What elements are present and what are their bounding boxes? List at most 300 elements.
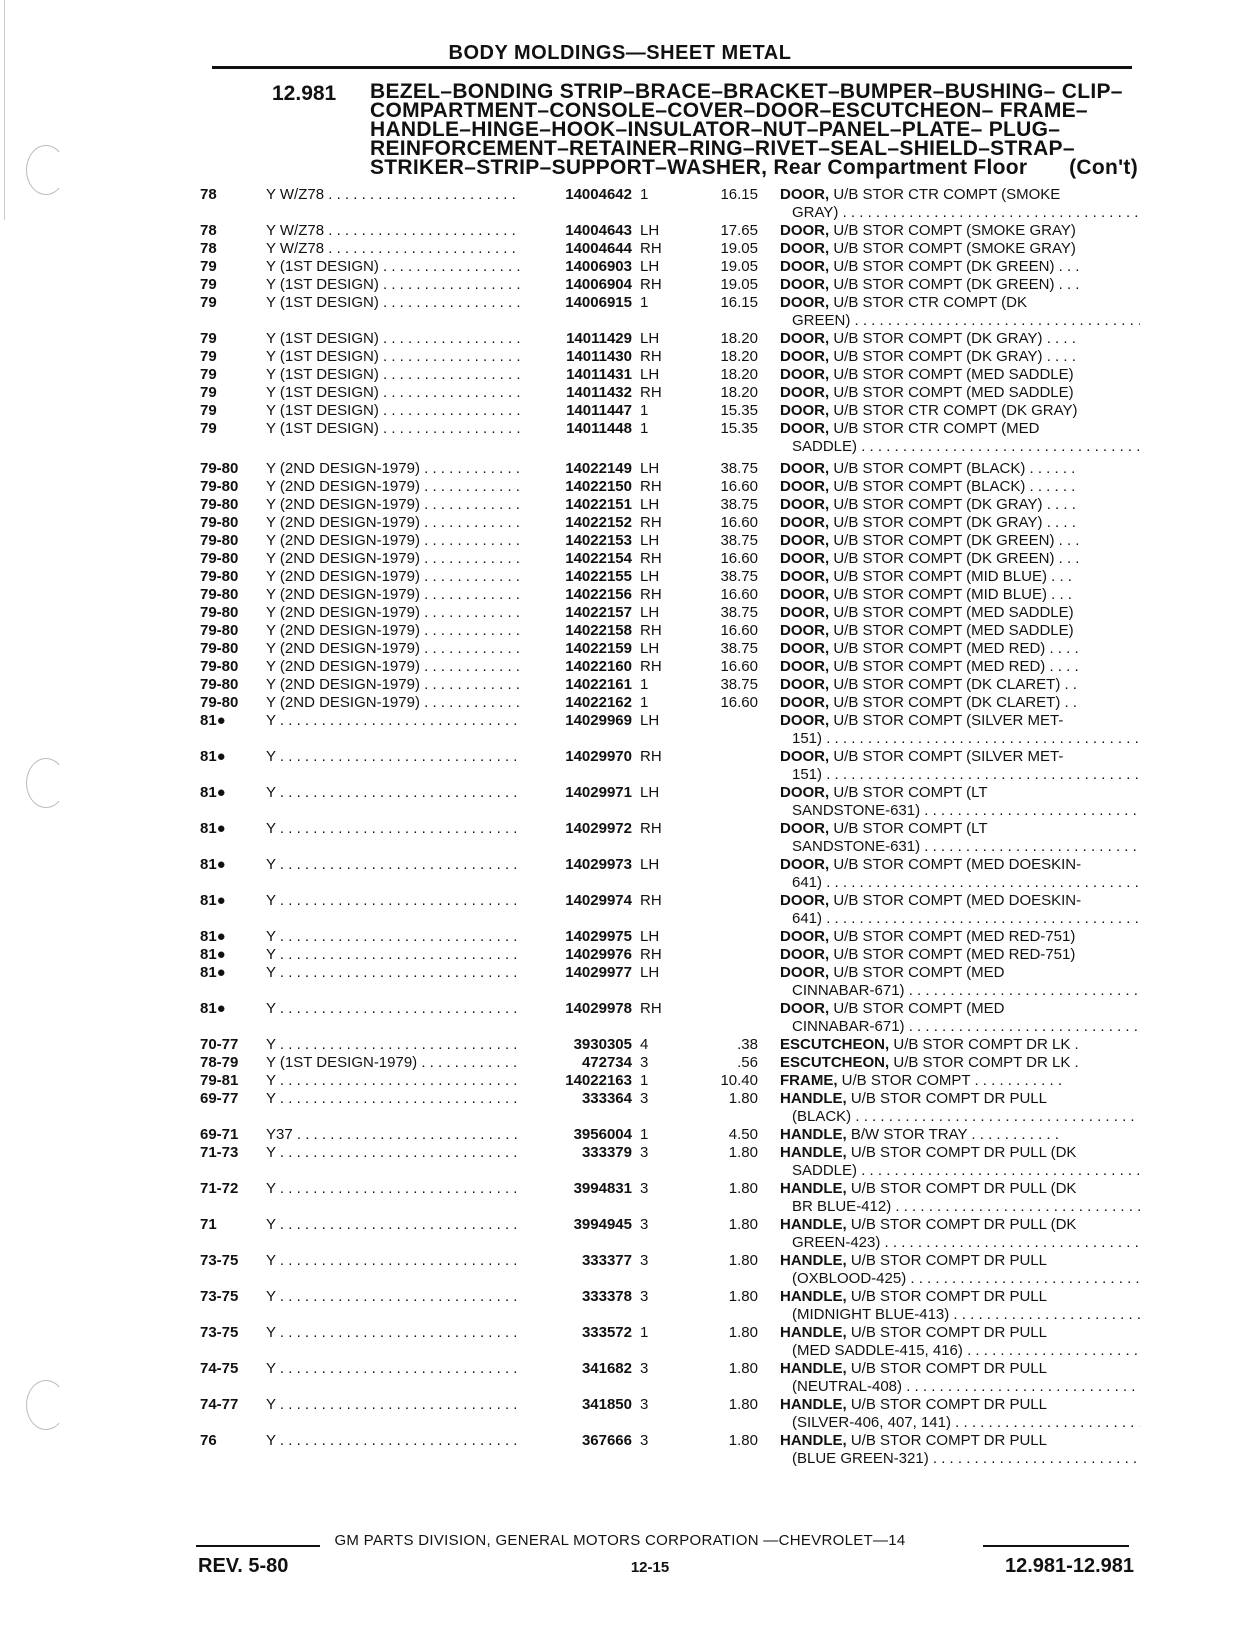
- price: 1.80: [728, 1090, 758, 1107]
- part-row: [0, 330, 1240, 348]
- model-year: 81●: [200, 784, 226, 801]
- quantity: 3: [640, 1180, 649, 1197]
- part-row: [0, 1324, 1240, 1360]
- description-line: [780, 1288, 1140, 1306]
- part-row: [0, 222, 1240, 240]
- series-code: Y W/Z78 . . .: [266, 186, 521, 204]
- series-code: Y (2ND DESIGN-1979) . . .: [266, 550, 521, 568]
- model-year: 79: [200, 348, 217, 365]
- part-description: [780, 1036, 1140, 1054]
- part-keyword: DOOR,: [780, 748, 830, 765]
- group-line: COMPARTMENT–CONSOLE–COVER–DOOR–ESCUTCHEON– FRAME–: [370, 99, 1088, 122]
- part-row: [0, 1432, 1240, 1468]
- quantity: RH: [640, 1000, 662, 1017]
- group-line: REINFORCEMENT–RETAINER–RING–RIVET–SEAL–SHIELD–STRAP–: [370, 137, 1075, 160]
- part-row: [0, 514, 1240, 532]
- part-description: [780, 568, 1140, 586]
- model-year: 78: [200, 240, 217, 257]
- part-description: [780, 676, 1140, 694]
- description-continuation: (MIDNIGHT BLUE-413) . . .: [780, 1306, 1140, 1324]
- title-rule: [212, 66, 1132, 69]
- model-year: 81●: [200, 964, 226, 981]
- part-number: 14022151: [565, 496, 632, 513]
- quantity: RH: [640, 384, 662, 401]
- model-year: 79-80: [200, 568, 239, 585]
- part-description: [780, 420, 1140, 456]
- part-row: [0, 712, 1240, 748]
- group-line-last: [370, 158, 1138, 177]
- description-line: [780, 478, 1140, 496]
- series-code: Y37 . . .: [266, 1126, 521, 1144]
- part-description: [780, 1072, 1140, 1090]
- model-year: 79: [200, 402, 217, 419]
- model-year: 79-80: [200, 694, 239, 711]
- price: 18.20: [720, 366, 758, 383]
- price: 19.05: [720, 240, 758, 257]
- description-line: [780, 1072, 1140, 1090]
- description-line: [780, 1090, 1140, 1108]
- part-number: 14011431: [566, 366, 632, 383]
- description-line: [780, 712, 1140, 730]
- description-text: U/B STOR COMPT (MED RED-751): [829, 928, 1076, 945]
- part-description: [780, 1054, 1140, 1072]
- description-continuation: SANDSTONE-631) . . .: [780, 838, 1140, 856]
- part-description: [780, 186, 1140, 222]
- series-code: Y (1ST DESIGN) . . .: [266, 276, 521, 294]
- part-keyword: DOOR,: [780, 604, 830, 621]
- model-year: 79-80: [200, 532, 239, 549]
- part-description: [780, 658, 1140, 676]
- model-year: 69-71: [200, 1126, 239, 1143]
- description-text: U/B STOR COMPT (MED SADDLE): [829, 384, 1074, 401]
- part-number: 14022150: [565, 478, 632, 495]
- description-continuation: 151) . . .: [780, 730, 1140, 748]
- part-number: 14022149: [565, 460, 632, 477]
- description-line: [780, 1360, 1140, 1378]
- quantity: RH: [640, 514, 662, 531]
- quantity: LH: [640, 222, 660, 239]
- part-row: [0, 532, 1240, 550]
- part-keyword: FRAME,: [780, 1072, 838, 1089]
- model-year: 79: [200, 258, 217, 275]
- description-line: [780, 186, 1140, 204]
- part-number: 341682: [581, 1360, 632, 1377]
- price: 38.75: [720, 676, 758, 693]
- part-number: 14022152: [565, 514, 632, 531]
- series-code: Y . . .: [266, 1090, 521, 1108]
- part-keyword: DOOR,: [780, 348, 830, 365]
- description-continuation: (MED SADDLE-415, 416) . . .: [780, 1342, 1140, 1360]
- quantity: 1: [640, 1126, 649, 1143]
- part-number: 14011430: [566, 348, 632, 365]
- quantity: LH: [640, 784, 660, 801]
- part-description: [780, 222, 1140, 240]
- model-year: 70-77: [200, 1036, 239, 1053]
- part-row: [0, 586, 1240, 604]
- part-row: [0, 622, 1240, 640]
- part-description: [780, 1180, 1140, 1216]
- quantity: 3: [640, 1054, 649, 1071]
- part-keyword: HANDLE,: [780, 1180, 847, 1197]
- series-code: Y . . .: [266, 1216, 521, 1234]
- quantity: 1: [640, 1324, 649, 1341]
- description-text: U/B STOR COMPT (BLACK) . . . . . .: [829, 460, 1076, 477]
- model-year: 78: [200, 186, 217, 203]
- price: 16.60: [720, 478, 758, 495]
- model-year: 79: [200, 276, 217, 293]
- model-year: 79-80: [200, 658, 239, 675]
- price: 1.80: [728, 1180, 758, 1197]
- part-row: [0, 420, 1240, 456]
- description-line: [780, 1432, 1140, 1450]
- series-code: Y . . .: [266, 964, 521, 982]
- series-code: Y (1ST DESIGN-1979) . . .: [266, 1054, 521, 1072]
- model-year: 79-80: [200, 550, 239, 567]
- part-row: [0, 1180, 1240, 1216]
- part-keyword: ESCUTCHEON,: [780, 1036, 890, 1053]
- quantity: LH: [640, 712, 660, 729]
- part-number: 333377: [581, 1252, 632, 1269]
- quantity: RH: [640, 820, 662, 837]
- price: .56: [737, 1054, 758, 1071]
- description-line: [780, 276, 1140, 294]
- description-continuation: BR BLUE-412) . . .: [780, 1198, 1140, 1216]
- part-row: [0, 928, 1240, 946]
- description-line: [780, 856, 1140, 874]
- part-number: 14029970: [565, 748, 632, 765]
- part-number: 14022157: [565, 604, 632, 621]
- part-description: [780, 240, 1140, 258]
- quantity: 4: [640, 1036, 649, 1053]
- part-row: [0, 1288, 1240, 1324]
- part-description: [780, 784, 1140, 820]
- series-code: Y . . .: [266, 784, 521, 802]
- model-year: 79-80: [200, 478, 239, 495]
- price: 19.05: [720, 276, 758, 293]
- part-keyword: DOOR,: [780, 640, 830, 657]
- part-keyword: DOOR,: [780, 928, 830, 945]
- series-code: Y . . .: [266, 1252, 521, 1270]
- description-text: B/W STOR TRAY . . . . . . . . . . .: [846, 1126, 1059, 1143]
- parts-list: [0, 186, 1240, 1468]
- part-keyword: HANDLE,: [780, 1144, 847, 1161]
- description-text: U/B STOR CTR COMPT (DK: [829, 294, 1027, 311]
- price: 38.75: [720, 604, 758, 621]
- description-text: U/B STOR COMPT (MED RED) . . . .: [829, 640, 1079, 657]
- part-number: 472734: [581, 1054, 632, 1071]
- description-line: [780, 1126, 1140, 1144]
- description-text: U/B STOR CTR COMPT (MED: [829, 420, 1040, 437]
- description-text: U/B STOR COMPT (MED DOESKIN-: [829, 856, 1082, 873]
- description-line: [780, 1324, 1140, 1342]
- part-keyword: DOOR,: [780, 784, 830, 801]
- part-number: 3994831: [573, 1180, 632, 1197]
- series-code: Y (2ND DESIGN-1979) . . .: [266, 694, 521, 712]
- quantity: RH: [640, 892, 662, 909]
- series-code: Y (1ST DESIGN) . . .: [266, 420, 521, 438]
- group-line: HANDLE–HINGE–HOOK–INSULATOR–NUT–PANEL–PLATE– PLUG–: [370, 118, 1061, 141]
- description-text: U/B STOR COMPT (MED: [829, 964, 1005, 981]
- quantity: LH: [640, 568, 660, 585]
- model-year: 69-77: [200, 1090, 239, 1107]
- quantity: 1: [640, 676, 649, 693]
- quantity: RH: [640, 586, 662, 603]
- description-text: U/B STOR COMPT (LT: [829, 820, 988, 837]
- model-year: 71-72: [200, 1180, 239, 1197]
- part-number: 14011447: [566, 402, 632, 419]
- price: 16.60: [720, 514, 758, 531]
- part-row: [0, 1360, 1240, 1396]
- description-text: U/B STOR COMPT (SILVER MET-: [829, 748, 1064, 765]
- price: 16.60: [720, 550, 758, 567]
- description-text: U/B STOR COMPT DR PULL: [846, 1360, 1047, 1377]
- description-text: U/B STOR CTR COMPT (SMOKE: [829, 186, 1061, 203]
- description-text: U/B STOR COMPT DR PULL (DK: [846, 1144, 1077, 1161]
- description-line: [780, 892, 1140, 910]
- quantity: 1: [640, 694, 649, 711]
- series-code: Y W/Z78 . . .: [266, 222, 521, 240]
- part-number: 14022155: [565, 568, 632, 585]
- part-description: [780, 1360, 1140, 1396]
- part-description: [780, 1144, 1140, 1180]
- series-code: Y . . .: [266, 820, 521, 838]
- price: 1.80: [728, 1360, 758, 1377]
- model-year: 78-79: [200, 1054, 239, 1071]
- part-number: 333379: [581, 1144, 632, 1161]
- group-last-text: STRIKER–STRIP–SUPPORT–WASHER, Rear Compartment Floor: [370, 156, 1028, 179]
- description-line: [780, 514, 1140, 532]
- description-text: U/B STOR COMPT (MID BLUE) . . .: [829, 586, 1072, 603]
- description-text: U/B STOR COMPT DR PULL: [846, 1396, 1047, 1413]
- part-keyword: HANDLE,: [780, 1324, 847, 1341]
- part-row: [0, 240, 1240, 258]
- part-description: [780, 460, 1140, 478]
- series-code: Y (2ND DESIGN-1979) . . .: [266, 460, 521, 478]
- part-keyword: DOOR,: [780, 366, 830, 383]
- description-continuation: 641) . . .: [780, 910, 1140, 928]
- series-code: Y (1ST DESIGN) . . .: [266, 348, 521, 366]
- part-description: [780, 550, 1140, 568]
- description-line: [780, 240, 1140, 258]
- part-description: [780, 946, 1140, 964]
- part-number: 3930305: [573, 1036, 632, 1053]
- quantity: LH: [640, 604, 660, 621]
- part-number: 14029973: [565, 856, 632, 873]
- model-year: 79-81: [200, 1072, 239, 1089]
- description-line: [780, 1252, 1140, 1270]
- part-number: 14029975: [565, 928, 632, 945]
- part-description: [780, 586, 1140, 604]
- description-text: U/B STOR COMPT (SMOKE GRAY): [829, 222, 1076, 239]
- part-row: [0, 1090, 1240, 1126]
- quantity: RH: [640, 622, 662, 639]
- part-description: [780, 1000, 1140, 1036]
- description-text: U/B STOR COMPT (DK GRAY) . . . .: [829, 348, 1076, 365]
- part-number: 14029976: [565, 946, 632, 963]
- description-line: [780, 658, 1140, 676]
- description-line: [780, 460, 1140, 478]
- description-line: [780, 496, 1140, 514]
- quantity: LH: [640, 928, 660, 945]
- model-year: 81●: [200, 820, 226, 837]
- part-keyword: DOOR,: [780, 402, 830, 419]
- part-keyword: DOOR,: [780, 1000, 830, 1017]
- description-line: [780, 964, 1140, 982]
- footer-group-range: 12.981-12.981: [1004, 1555, 1134, 1577]
- part-row: [0, 892, 1240, 928]
- part-keyword: DOOR,: [780, 384, 830, 401]
- description-text: U/B STOR COMPT DR PULL: [846, 1090, 1047, 1107]
- part-keyword: DOOR,: [780, 550, 830, 567]
- part-description: [780, 640, 1140, 658]
- part-row: [0, 1144, 1240, 1180]
- part-keyword: DOOR,: [780, 658, 830, 675]
- part-number: 14029978: [565, 1000, 632, 1017]
- part-number: 333364: [581, 1090, 632, 1107]
- part-keyword: HANDLE,: [780, 1288, 847, 1305]
- quantity: RH: [640, 348, 662, 365]
- quantity: LH: [640, 964, 660, 981]
- model-year: 79: [200, 330, 217, 347]
- description-continuation: (BLACK) . . .: [780, 1108, 1140, 1126]
- description-line: [780, 420, 1140, 438]
- price: 18.20: [720, 348, 758, 365]
- part-description: [780, 928, 1140, 946]
- quantity: RH: [640, 658, 662, 675]
- part-row: [0, 550, 1240, 568]
- model-year: 79-80: [200, 586, 239, 603]
- model-year: 74-77: [200, 1396, 239, 1413]
- description-line: [780, 294, 1140, 312]
- quantity: RH: [640, 240, 662, 257]
- part-keyword: DOOR,: [780, 964, 830, 981]
- description-text: U/B STOR COMPT (MED: [829, 1000, 1005, 1017]
- description-line: [780, 1144, 1140, 1162]
- part-description: [780, 622, 1140, 640]
- part-number: 14029972: [565, 820, 632, 837]
- series-code: Y (2ND DESIGN-1979) . . .: [266, 622, 521, 640]
- quantity: RH: [640, 276, 662, 293]
- part-description: [780, 1288, 1140, 1324]
- description-line: [780, 640, 1140, 658]
- model-year: 79: [200, 294, 217, 311]
- price: 19.05: [720, 258, 758, 275]
- part-number: 14022154: [565, 550, 632, 567]
- price: .38: [737, 1036, 758, 1053]
- part-description: [780, 1324, 1140, 1360]
- series-code: Y (2ND DESIGN-1979) . . .: [266, 532, 521, 550]
- part-description: [780, 1126, 1140, 1144]
- quantity: LH: [640, 330, 660, 347]
- part-row: [0, 186, 1240, 222]
- quantity: LH: [640, 258, 660, 275]
- description-continuation: SANDSTONE-631) . . .: [780, 802, 1140, 820]
- quantity: 3: [640, 1090, 649, 1107]
- model-year: 71-73: [200, 1144, 239, 1161]
- model-year: 79-80: [200, 514, 239, 531]
- price: 16.60: [720, 586, 758, 603]
- part-keyword: DOOR,: [780, 294, 830, 311]
- part-description: [780, 402, 1140, 420]
- description-text: U/B STOR COMPT (DK GRAY) . . . .: [829, 330, 1076, 347]
- part-keyword: DOOR,: [780, 568, 830, 585]
- model-year: 78: [200, 222, 217, 239]
- part-number: 367666: [581, 1432, 632, 1449]
- description-line: [780, 928, 1140, 946]
- part-keyword: DOOR,: [780, 478, 830, 495]
- description-line: [780, 1396, 1140, 1414]
- series-code: Y . . .: [266, 946, 521, 964]
- description-continuation: (OXBLOOD-425) . . .: [780, 1270, 1140, 1288]
- part-row: [0, 366, 1240, 384]
- description-line: [780, 946, 1140, 964]
- part-keyword: HANDLE,: [780, 1396, 847, 1413]
- description-text: U/B STOR COMPT (DK GRAY) . . . .: [829, 514, 1076, 531]
- part-number: 14029974: [565, 892, 632, 909]
- price: 38.75: [720, 460, 758, 477]
- description-line: [780, 694, 1140, 712]
- price: 15.35: [720, 420, 758, 437]
- part-keyword: DOOR,: [780, 586, 830, 603]
- series-code: Y (2ND DESIGN-1979) . . .: [266, 676, 521, 694]
- series-code: Y (2ND DESIGN-1979) . . .: [266, 496, 521, 514]
- price: 18.20: [720, 384, 758, 401]
- description-line: [780, 1000, 1140, 1018]
- quantity: RH: [640, 748, 662, 765]
- series-code: Y (2ND DESIGN-1979) . . .: [266, 604, 521, 622]
- price: 16.15: [720, 294, 758, 311]
- quantity: RH: [640, 478, 662, 495]
- footer-corporation: GM PARTS DIVISION, GENERAL MOTORS CORPORATION —CHEVROLET—14: [334, 1532, 906, 1549]
- part-description: [780, 366, 1140, 384]
- part-row: [0, 658, 1240, 676]
- quantity: LH: [640, 460, 660, 477]
- part-description: [780, 694, 1140, 712]
- description-line: [780, 550, 1140, 568]
- description-text: U/B STOR COMPT (MED SADDLE): [829, 366, 1074, 383]
- part-number: 14022158: [565, 622, 632, 639]
- part-keyword: DOOR,: [780, 712, 830, 729]
- quantity: 3: [640, 1432, 649, 1449]
- part-description: [780, 964, 1140, 1000]
- description-line: [780, 258, 1140, 276]
- series-code: Y (2ND DESIGN-1979) . . .: [266, 514, 521, 532]
- description-line: [780, 1180, 1140, 1198]
- series-code: Y . . .: [266, 856, 521, 874]
- description-text: U/B STOR COMPT (BLACK) . . . . . .: [829, 478, 1076, 495]
- part-keyword: DOOR,: [780, 240, 830, 257]
- series-code: Y . . .: [266, 1180, 521, 1198]
- model-year: 73-75: [200, 1324, 239, 1341]
- series-code: Y (2ND DESIGN-1979) . . .: [266, 478, 521, 496]
- model-year: 76: [200, 1432, 217, 1449]
- part-keyword: DOOR,: [780, 532, 830, 549]
- part-row: [0, 820, 1240, 856]
- description-text: U/B STOR COMPT (DK GRAY) . . . .: [829, 496, 1076, 513]
- price: 1.80: [728, 1396, 758, 1413]
- group-line: BEZEL–BONDING STRIP–BRACE–BRACKET–BUMPER–BUSHING– CLIP–: [370, 80, 1123, 103]
- description-line: [780, 676, 1140, 694]
- series-code: Y . . .: [266, 1288, 521, 1306]
- price: 16.60: [720, 622, 758, 639]
- model-year: 81●: [200, 928, 226, 945]
- model-year: 81●: [200, 1000, 226, 1017]
- footer-revision: REV. 5-80: [198, 1555, 289, 1577]
- part-row: [0, 294, 1240, 330]
- description-line: [780, 1216, 1140, 1234]
- quantity: LH: [640, 532, 660, 549]
- model-year: 79-80: [200, 460, 239, 477]
